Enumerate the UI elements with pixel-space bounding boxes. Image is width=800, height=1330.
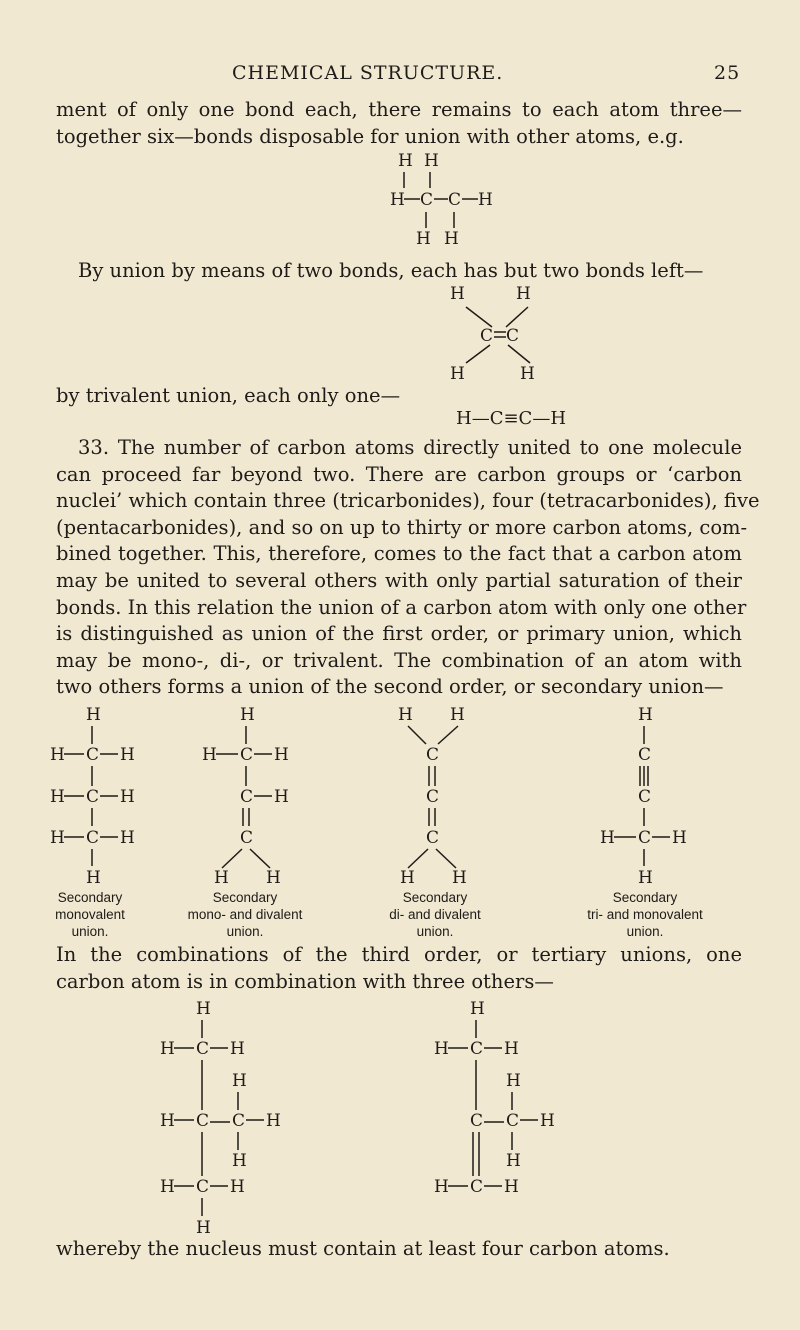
caption-tri-monovalent [560, 889, 730, 940]
atom-label: C [638, 745, 652, 765]
text-line: bined together. This, therefore, comes to the fact that a carbon atom [56, 542, 742, 566]
atom-label: C [480, 326, 494, 346]
atom-label: H [160, 1177, 175, 1197]
caption-line: Secondary [212, 890, 278, 905]
atom-label: C [232, 1111, 246, 1131]
running-header: CHEMICAL STRUCTURE. [232, 62, 504, 84]
atom-label: C [86, 787, 100, 807]
ethylene-structure [450, 283, 590, 383]
atom-label: C [470, 1111, 484, 1131]
atom-label: H [230, 1177, 245, 1197]
atom-label: H [400, 868, 415, 888]
atom-label: C [196, 1039, 210, 1059]
atom-label: H [50, 828, 65, 848]
caption-mono-divalent [160, 889, 330, 940]
text-line: may be mono-, di-, or trivalent. The combination of an atom with [56, 648, 742, 672]
atom-label: C [638, 828, 652, 848]
atom-label: H [214, 868, 229, 888]
intro-paragraph [56, 97, 742, 150]
text-line: can proceed far beyond two. There are carbon groups or ‘carbon [56, 462, 742, 486]
atom-label: C [470, 1177, 484, 1197]
atom-label: H [470, 999, 485, 1019]
atom-label: H [266, 1111, 281, 1131]
caption-line: Secondary [612, 890, 678, 905]
atom-label: H [398, 705, 413, 725]
atom-label: C [240, 787, 254, 807]
ethane-structure [390, 148, 520, 266]
atom-label: C [196, 1111, 210, 1131]
atom-label: H [398, 151, 413, 171]
text-line: In the combinations of the third order, or tertiary unions, one [56, 943, 742, 966]
atom-label: C [86, 828, 100, 848]
caption-line: union. [71, 924, 109, 939]
atom-label: H [274, 745, 289, 765]
atom-label: C [86, 745, 100, 765]
atom-label: H [120, 828, 135, 848]
secondary-monovalent-structure [50, 705, 135, 888]
caption-line: mono- and divalent [187, 907, 303, 922]
atom-label: H [120, 787, 135, 807]
atom-label: C [426, 745, 440, 765]
atom-label: H [86, 868, 101, 888]
tertiary-left-structure [160, 999, 281, 1238]
text-line: (pentacarbonides), and so on up to thirty or more carbon atoms, com- [56, 515, 748, 539]
atom-label: H [450, 705, 465, 725]
atom-label: C [638, 787, 652, 807]
atom-label: H [434, 1177, 449, 1197]
tertiary-right-structure [434, 999, 555, 1197]
text-line: carbon atom is in combination with three others— [56, 969, 554, 993]
atom-label: H [202, 745, 217, 765]
caption-di-divalent [350, 889, 520, 940]
secondary-di-divalent-structure [398, 705, 467, 888]
atom-label: H [504, 1177, 519, 1197]
page-number: 25 [714, 62, 741, 84]
caption-line: di- and divalent [389, 907, 481, 922]
atom-label: H [86, 705, 101, 725]
section-33-paragraph [56, 435, 760, 701]
text-line: bonds. In this relation the union of a carbon atom with only one other [56, 595, 747, 619]
text-line: is distinguished as union of the first order, or primary union, which [56, 622, 742, 646]
caption-line: Secondary [57, 890, 123, 905]
atom-label: C [506, 1111, 520, 1131]
atom-label: H [672, 828, 687, 848]
atom-label: H [506, 1071, 521, 1091]
double-bond-paragraph: By union by means of two bonds, each has but two bonds left— [78, 259, 704, 282]
atom-label: H [50, 745, 65, 765]
caption-line: monovalent [55, 907, 125, 922]
caption-line: union. [416, 924, 454, 939]
triple-bond-paragraph: by trivalent union, each only one— [56, 384, 401, 407]
atom-label: H [540, 1111, 555, 1131]
atom-label: H [600, 828, 615, 848]
text-line: may be united to several others with only partial saturation of their [56, 568, 742, 592]
caption-line: union. [226, 924, 264, 939]
atom-label: H [444, 229, 459, 249]
atom-label: H [434, 1039, 449, 1059]
atom-label: H [516, 284, 531, 304]
atom-label: H [424, 151, 439, 171]
atom-label: H [196, 999, 211, 1019]
atom-label: C [470, 1039, 484, 1059]
atom-label: H [478, 190, 493, 210]
atom-label: H [50, 787, 65, 807]
atom-label: C [420, 190, 434, 210]
atom-label: H [638, 868, 653, 888]
atom-label: H [232, 1071, 247, 1091]
atom-label: H [232, 1151, 247, 1171]
text-line: nuclei’ which contain three (tricarbonides), four (tetracarbonides), five [56, 489, 760, 513]
secondary-tri-monovalent-structure [600, 705, 687, 888]
atom-label: H [274, 787, 289, 807]
atom-label: H [638, 705, 653, 725]
atom-label: C [426, 787, 440, 807]
atom-label: H [506, 1151, 521, 1171]
text-line: 33. The number of carbon atoms directly united to one molecule [78, 436, 742, 459]
text-line: ment of only one bond each, there remains to each atom three— [56, 98, 742, 121]
atom-label: H [196, 1218, 211, 1238]
atom-label: H [240, 705, 255, 725]
atom-label: H [230, 1039, 245, 1059]
atom-label: H [450, 284, 465, 304]
atom-label: H [416, 229, 431, 249]
atom-label: C [448, 190, 462, 210]
atom-label: C [506, 326, 520, 346]
tertiary-unions-figure [140, 996, 620, 1248]
text-line: two others forms a union of the second order, or secondary union— [56, 675, 724, 699]
text-line: together six—bonds disposable for union with other atoms, e.g. [56, 124, 684, 148]
atom-label: H [160, 1111, 175, 1131]
acetylene-formula: H—C≡C—H [456, 408, 567, 429]
atom-label: H [120, 745, 135, 765]
atom-label: C [240, 745, 254, 765]
atom-label: H [390, 190, 405, 210]
atom-label: H [520, 364, 535, 383]
atom-label: H [504, 1039, 519, 1059]
caption-line: Secondary [402, 890, 468, 905]
atom-label: H [450, 364, 465, 383]
atom-label: C [196, 1177, 210, 1197]
closing-paragraph: whereby the nucleus must contain at least four carbon atoms. [56, 1237, 670, 1260]
caption-line: tri- and monovalent [587, 907, 703, 922]
atom-label: C [426, 828, 440, 848]
caption-monovalent [20, 889, 160, 940]
atom-label: H [452, 868, 467, 888]
atom-label: C [240, 828, 254, 848]
caption-line: union. [626, 924, 664, 939]
secondary-mono-divalent-structure [202, 705, 289, 888]
atom-label: H [266, 868, 281, 888]
tertiary-paragraph [56, 942, 742, 995]
atom-label: H [160, 1039, 175, 1059]
